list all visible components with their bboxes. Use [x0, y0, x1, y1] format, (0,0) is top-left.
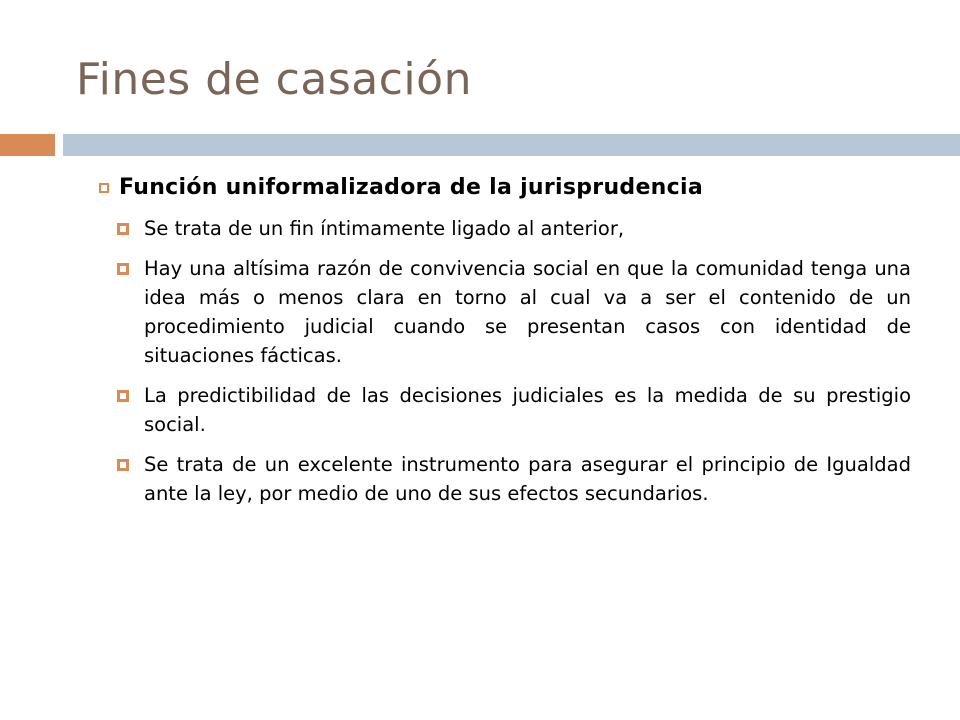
sub-bullet-item	[117, 450, 911, 508]
main-bullet-text: Función uniformalizadora de la jurisprudencia	[119, 175, 703, 200]
sub-bullet-item	[117, 254, 911, 370]
sub-bullet-list	[99, 214, 911, 508]
sub-bullet-item	[117, 214, 911, 243]
square-bullet-icon	[117, 223, 129, 235]
hollow-square-icon	[99, 183, 109, 193]
square-bullet-icon	[117, 263, 129, 275]
square-bullet-icon	[117, 459, 129, 471]
square-bullet-icon	[117, 390, 129, 402]
main-bullet-item	[99, 172, 911, 204]
sub-bullet-text: Se trata de un fin íntimamente ligado al anterior,	[144, 217, 625, 240]
sub-bullet-text: Hay una altísima razón de convivencia social en que la comunidad tenga una idea más o menos clara en torno al cual va a ser el contenido de un procedimiento judicial cuando se presentan casos con identidad de situaciones fácticas.	[144, 257, 911, 367]
slide-title: Fines de casación	[76, 54, 472, 105]
sub-bullet-text: Se trata de un excelente instrumento para asegurar el principio de Igualdad ante la ley, por medio de uno de sus efectos secundarios.	[144, 453, 911, 505]
sub-bullet-text: La predictibilidad de las decisiones judiciales es la medida de su prestigio social.	[144, 384, 911, 436]
slide-content	[99, 172, 911, 519]
accent-bar-blue	[63, 134, 960, 156]
accent-bar-orange	[0, 134, 55, 156]
sub-bullet-item	[117, 381, 911, 439]
